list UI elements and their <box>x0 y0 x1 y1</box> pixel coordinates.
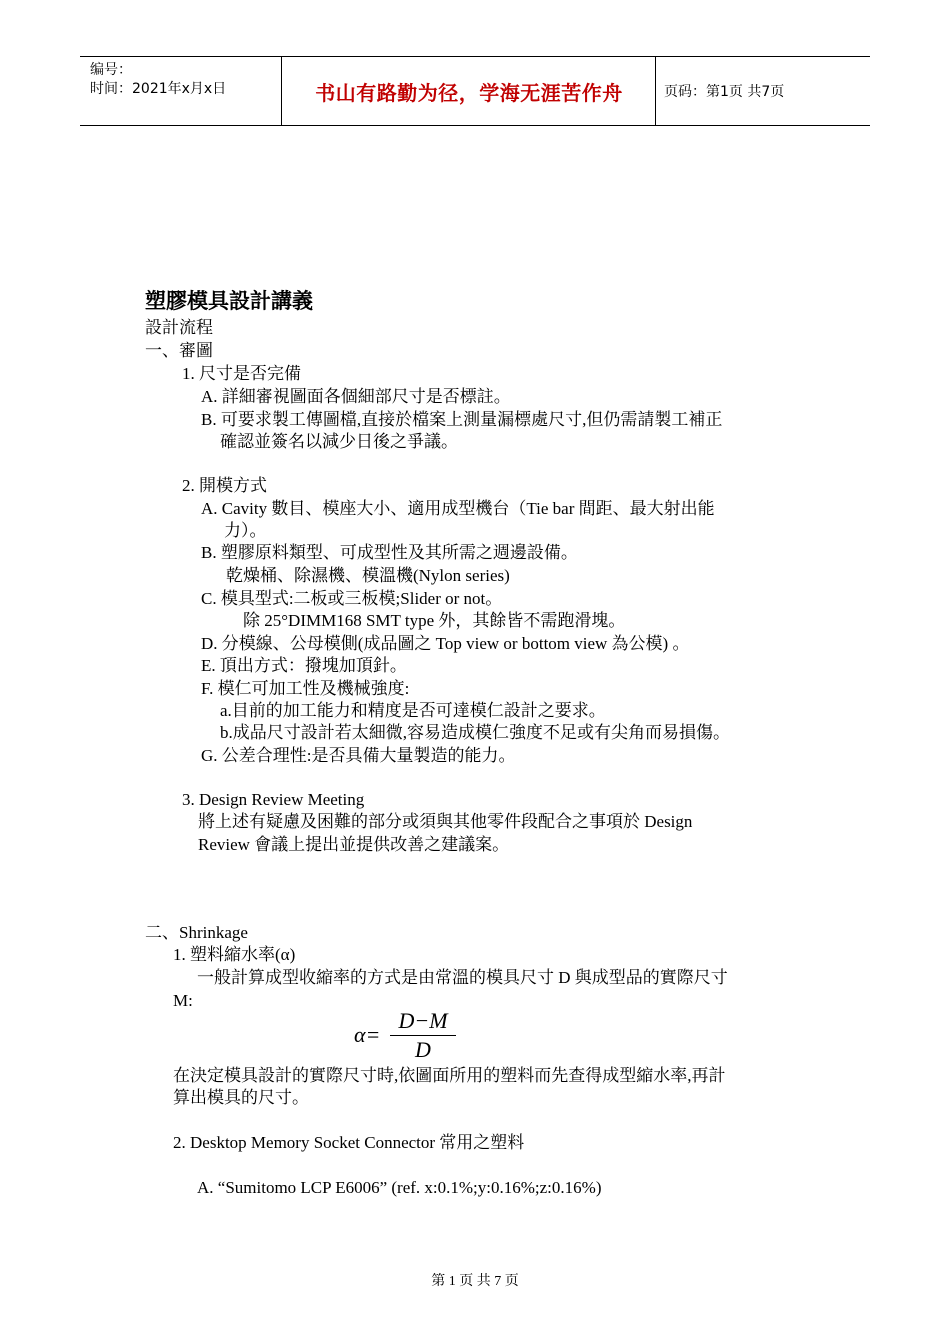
list-item-continued: 除 25°DIMM168 SMT type 外，其餘皆不需跑滑塊。 <box>243 611 626 630</box>
header-motto: 书山有路勤为径，学海无涯苦作舟 <box>315 80 623 105</box>
item-heading: 1. 塑料縮水率(α) <box>173 945 296 964</box>
list-item: D. 分模線、公母模側(成品圖之 Top view or bottom view 為公模) 。 <box>201 634 690 653</box>
item-heading: 1. 尺寸是否完備 <box>182 364 301 383</box>
list-item: E. 頂出方式：撥塊加頂針。 <box>201 656 407 675</box>
header-time-label: 时间：2021年x月x日 <box>90 81 227 97</box>
item-heading: 2. Desktop Memory Socket Connector 常用之塑料 <box>173 1133 525 1152</box>
paragraph-line: M: <box>173 991 193 1010</box>
section-heading: 一、審圖 <box>145 341 213 360</box>
paragraph-line: 將上述有疑慮及困難的部分或須與其他零件段配合之事項於 Design <box>198 812 693 831</box>
list-item: B. 塑膠原料類型、可成型性及其所需之週邊設備。 <box>201 543 578 562</box>
list-item: C. 模具型式:二板或三板模;Slider or not。 <box>201 589 503 608</box>
paragraph-line: 在決定模具設計的實際尺寸時,依圖面所用的塑料而先查得成型縮水率,再計 <box>173 1066 726 1085</box>
header-page-info: 页码：第1页 共7页 <box>664 84 785 100</box>
item-heading: 3. Design Review Meeting <box>182 790 365 809</box>
document-title: 塑膠模具設計講義 <box>145 289 313 313</box>
fraction-bar <box>390 1035 456 1036</box>
paragraph-line: 一般計算成型收縮率的方式是由常溫的模具尺寸 D 與成型品的實際尺寸 <box>197 968 728 987</box>
list-item: A. 詳細審視圖面各個細部尺寸是否標註。 <box>201 387 511 406</box>
header-number-label: 编号： <box>90 62 132 78</box>
section-heading: 二、Shrinkage <box>145 923 248 942</box>
formula-fraction <box>390 1008 456 1063</box>
sub-list-item: b.成品尺寸設計若太細微,容易造成模仁強度不足或有尖角而易損傷。 <box>220 723 730 742</box>
list-item: B. 可要求製工傳圖檔,直接於檔案上測量漏標處尺寸,但仍需請製工補正 <box>201 410 723 429</box>
list-item: F. 模仁可加工性及機械強度: <box>201 679 410 698</box>
document-subtitle: 設計流程 <box>145 318 213 337</box>
header-meta <box>90 61 226 99</box>
formula-lhs: α= <box>354 1022 381 1047</box>
item-heading: 2. 開模方式 <box>182 476 267 495</box>
header-divider <box>655 57 656 125</box>
list-item: A. Cavity 數目、模座大小、適用成型機台（Tie bar 間距、最大射出能 <box>201 499 715 518</box>
list-item: G. 公差合理性:是否具備大量製造的能力。 <box>201 746 516 765</box>
sub-list-item: a.目前的加工能力和精度是否可達模仁設計之要求。 <box>220 701 606 720</box>
list-item-continued: 力）。 <box>224 521 267 540</box>
formula-denominator: D <box>415 1037 431 1062</box>
paragraph-line: Review 會議上提出並提供改善之建議案。 <box>198 835 510 854</box>
formula-numerator: D−M <box>398 1008 448 1033</box>
list-item-continued: 確認並簽名以減少日後之爭議。 <box>220 432 458 451</box>
paragraph-line: 算出模具的尺寸。 <box>173 1088 309 1107</box>
page-header <box>80 56 870 126</box>
page-footer: 第 1 页 共 7 页 <box>431 1274 519 1289</box>
list-item-continued: 乾燥桶、除濕機、模溫機(Nylon series) <box>226 566 510 585</box>
list-item: A. “Sumitomo LCP E6006” (ref. x:0.1%;y:0.16%;z:0.16%) <box>197 1178 602 1197</box>
